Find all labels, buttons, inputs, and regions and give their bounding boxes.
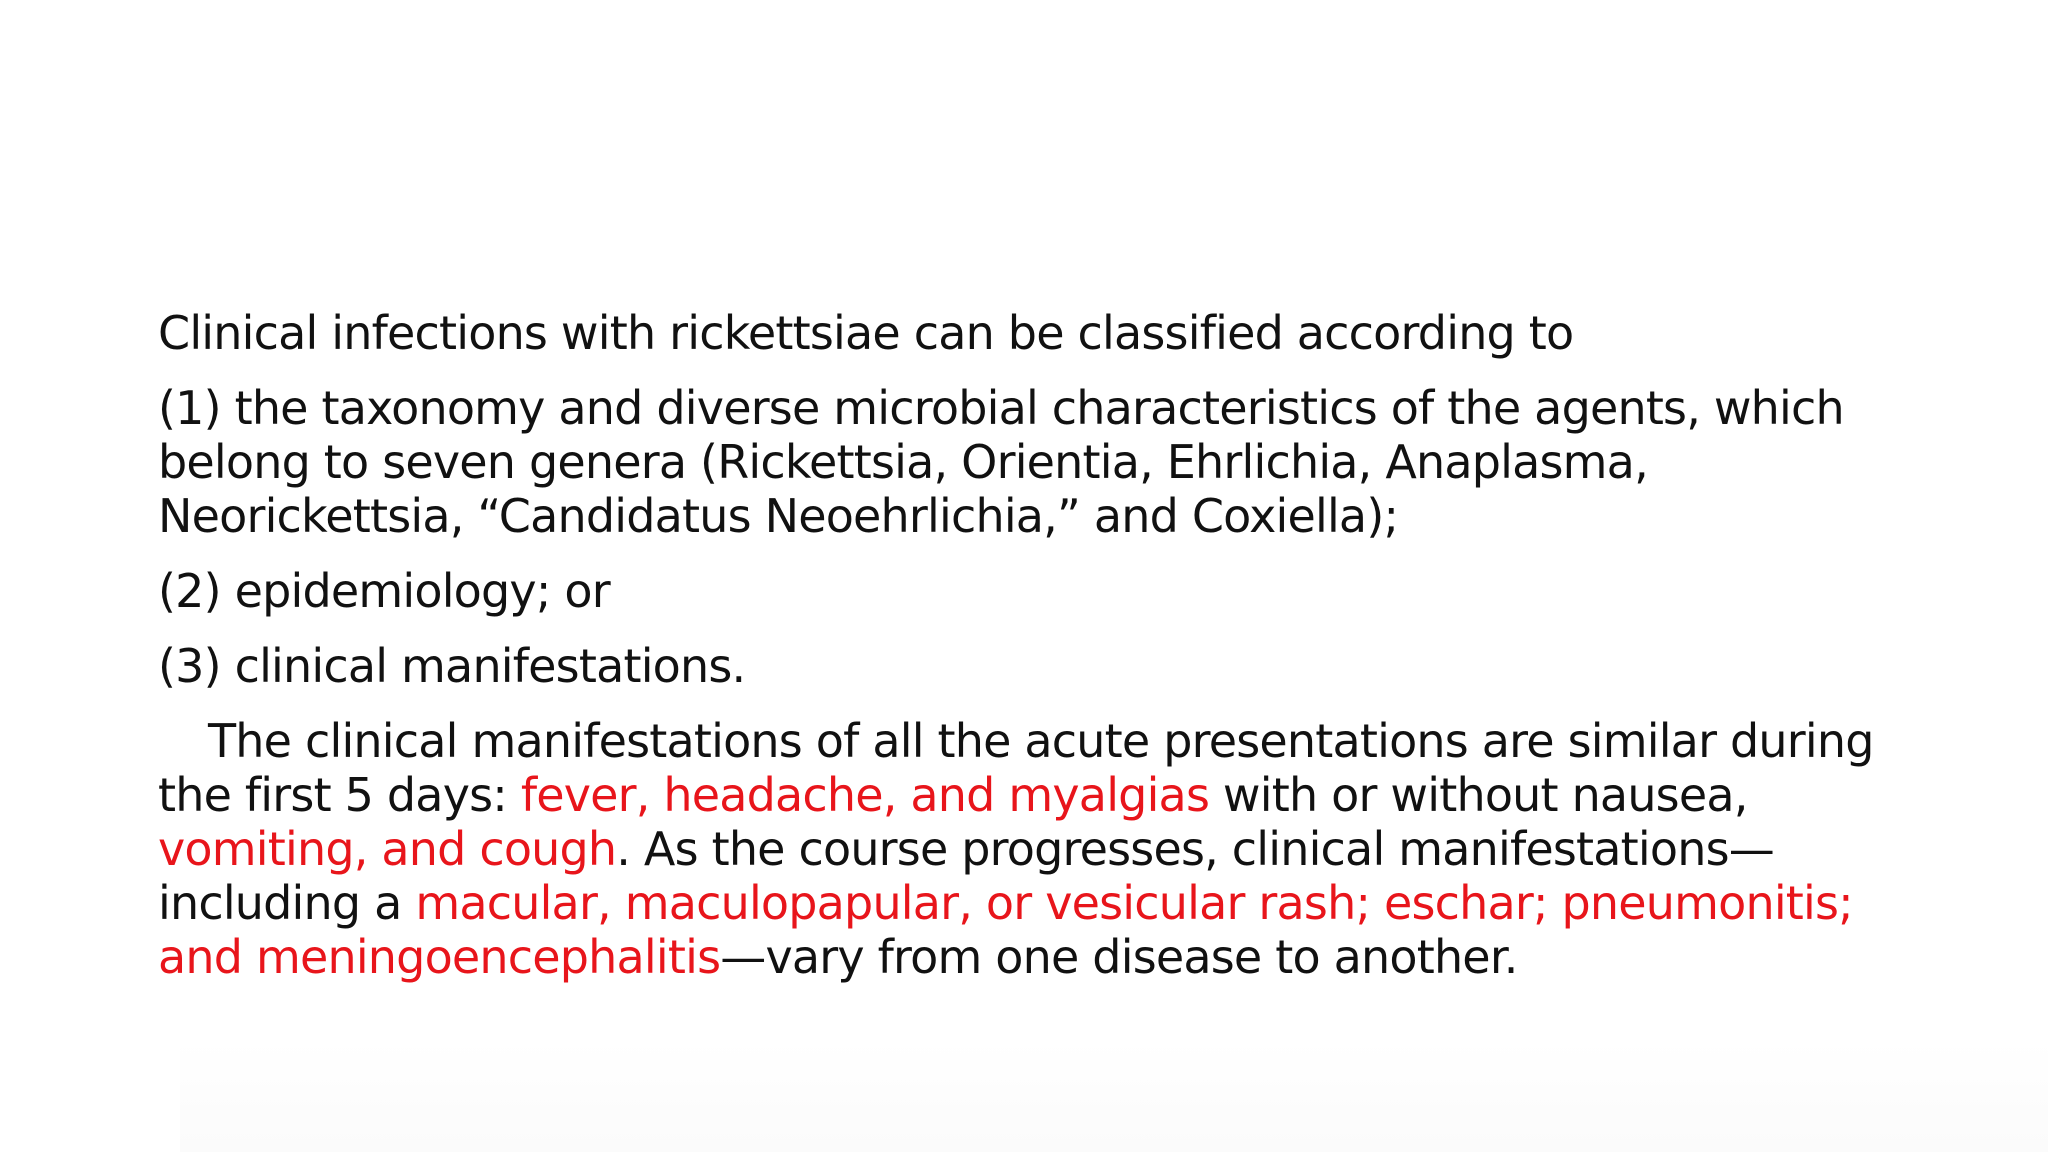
para-text-4: —vary from one disease to another.	[720, 930, 1518, 984]
para-text-1: The clinical manifestations of all the acute presentations are similar during the first 5 days:	[158, 714, 1874, 822]
list-item-3: (3) clinical manifestations.	[158, 639, 746, 693]
manifestations-paragraph	[158, 714, 1918, 984]
slide-body	[158, 306, 1918, 984]
list-item-2: (2) epidemiology; or	[158, 564, 610, 618]
list-item-1: (1) the taxonomy and diverse microbial characteristics of the agents, which belong to seven genera (Rickettsia, Orientia, Ehrlichia, Anaplasma, Neorickettsia, “Candidatus Neoehrlichia,” and Coxiella);	[158, 381, 1844, 543]
para-text-2: with or without nausea,	[1209, 768, 1748, 822]
intro-line: Clinical infections with rickettsiae can be classified according to	[158, 306, 1574, 360]
highlight-early-symptoms: fever, headache, and myalgias	[520, 768, 1210, 822]
highlight-gi-symptoms: vomiting, and cough	[158, 822, 617, 876]
slide-bottom-shade	[180, 1040, 2048, 1152]
highlight-late-manifestations: macular, maculopapular, or vesicular rash; eschar; pneumonitis; and meningoencephalitis	[158, 876, 1853, 984]
para-text-3: . As the course progresses, clinical manifestations—including a	[158, 822, 1774, 930]
